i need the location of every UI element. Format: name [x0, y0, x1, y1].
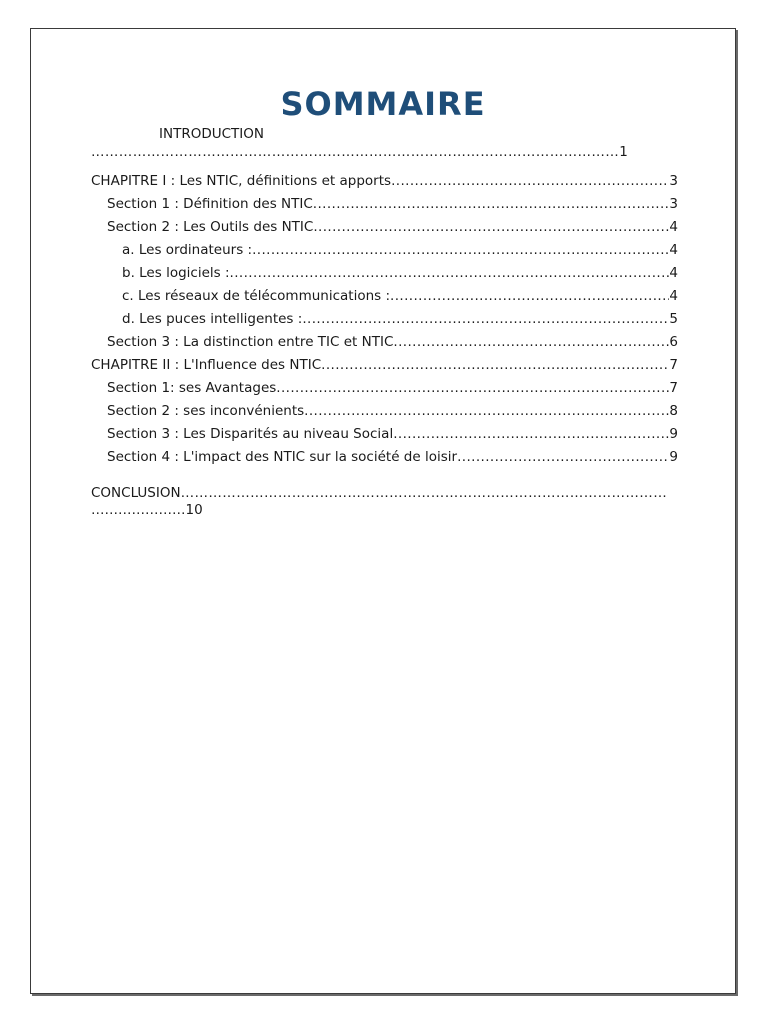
toc-leader [393, 331, 669, 354]
toc-page-number: 9 [669, 426, 678, 442]
toc-entry-subsection-a [91, 239, 678, 262]
toc-introduction-leader-line [91, 144, 661, 160]
toc-leader [457, 446, 669, 469]
toc-entry-section-1-1 [91, 193, 678, 216]
toc-conclusion [91, 485, 671, 519]
toc-entry-section-2-2 [91, 400, 678, 423]
toc-entry-chapitre-1 [91, 170, 678, 193]
toc-introduction-label: INTRODUCTION [159, 126, 264, 142]
toc-conclusion-line-2 [91, 502, 671, 519]
toc-leader [302, 308, 669, 331]
toc-entry-label: c. Les réseaux de télécommunications : [122, 288, 391, 304]
toc-entry-section-1-3 [91, 331, 678, 354]
table-of-contents [91, 170, 678, 469]
toc-page-number: 4 [669, 242, 678, 258]
toc-conclusion-leader-continued: ………………… [91, 502, 186, 518]
toc-page-number: 8 [669, 403, 678, 419]
toc-page-number: 7 [669, 380, 678, 396]
toc-leader [390, 285, 669, 308]
document-page [30, 28, 736, 994]
toc-entry-label: a. Les ordinateurs : [122, 242, 253, 258]
toc-introduction-page: 1 [619, 144, 629, 160]
toc-entry-label: Section 2 : ses inconvénients [107, 403, 305, 419]
toc-page-number: 3 [669, 196, 678, 212]
toc-entry-subsection-c [91, 285, 678, 308]
toc-entry-label: Section 3 : Les Disparités au niveau Social [107, 426, 394, 442]
toc-leader [313, 216, 669, 239]
toc-leader [276, 377, 669, 400]
toc-entry-section-1-2 [91, 216, 678, 239]
toc-leader [252, 239, 669, 262]
toc-entry-label: Section 4 : L'impact des NTIC sur la société de loisir [107, 449, 458, 465]
toc-entry-section-2-3 [91, 423, 678, 446]
toc-leader [391, 170, 669, 193]
toc-page-number: 6 [669, 334, 678, 350]
toc-entry-subsection-d [91, 308, 678, 331]
toc-page-number: 4 [669, 219, 678, 235]
toc-entry-label: Section 2 : Les Outils des NTIC [107, 219, 314, 235]
toc-entry-chapitre-2 [91, 354, 678, 377]
toc-entry-label: CHAPITRE II : L'Influence des NTIC [91, 357, 322, 373]
toc-leader [313, 193, 670, 216]
toc-page-number: 4 [669, 265, 678, 281]
toc-conclusion-page: 10 [185, 502, 203, 518]
toc-page-number: 5 [669, 311, 678, 327]
toc-leader [230, 262, 670, 285]
toc-entry-label: Section 1 : Définition des NTIC [107, 196, 313, 212]
toc-entry-section-2-4 [91, 446, 678, 469]
toc-entry-label: Section 3 : La distinction entre TIC et NTIC [107, 334, 394, 350]
toc-entry-label: Section 1: ses Avantages [107, 380, 277, 396]
toc-conclusion-line-1 [91, 485, 671, 502]
toc-page-number: 3 [669, 173, 678, 189]
toc-page-number: 7 [669, 357, 678, 373]
toc-leader [321, 354, 669, 377]
toc-leader [304, 400, 669, 423]
toc-page-number: 4 [669, 288, 678, 304]
toc-page-number: 9 [669, 449, 678, 465]
toc-leader [393, 423, 669, 446]
toc-entry-subsection-b [91, 262, 678, 285]
toc-conclusion-leader: …………………………………………………………………………………………… [180, 485, 668, 501]
toc-conclusion-label: CONCLUSION [91, 485, 181, 501]
page-title: SOMMAIRE [280, 85, 486, 123]
toc-entry-label: d. Les puces intelligentes : [122, 311, 303, 327]
toc-introduction-leader: …………………………………………………………………………………………………… [91, 144, 620, 160]
toc-entry-label: b. Les logiciels : [122, 265, 230, 281]
toc-entry-label: CHAPITRE I : Les NTIC, définitions et apports [91, 173, 392, 189]
toc-entry-section-2-1 [91, 377, 678, 400]
